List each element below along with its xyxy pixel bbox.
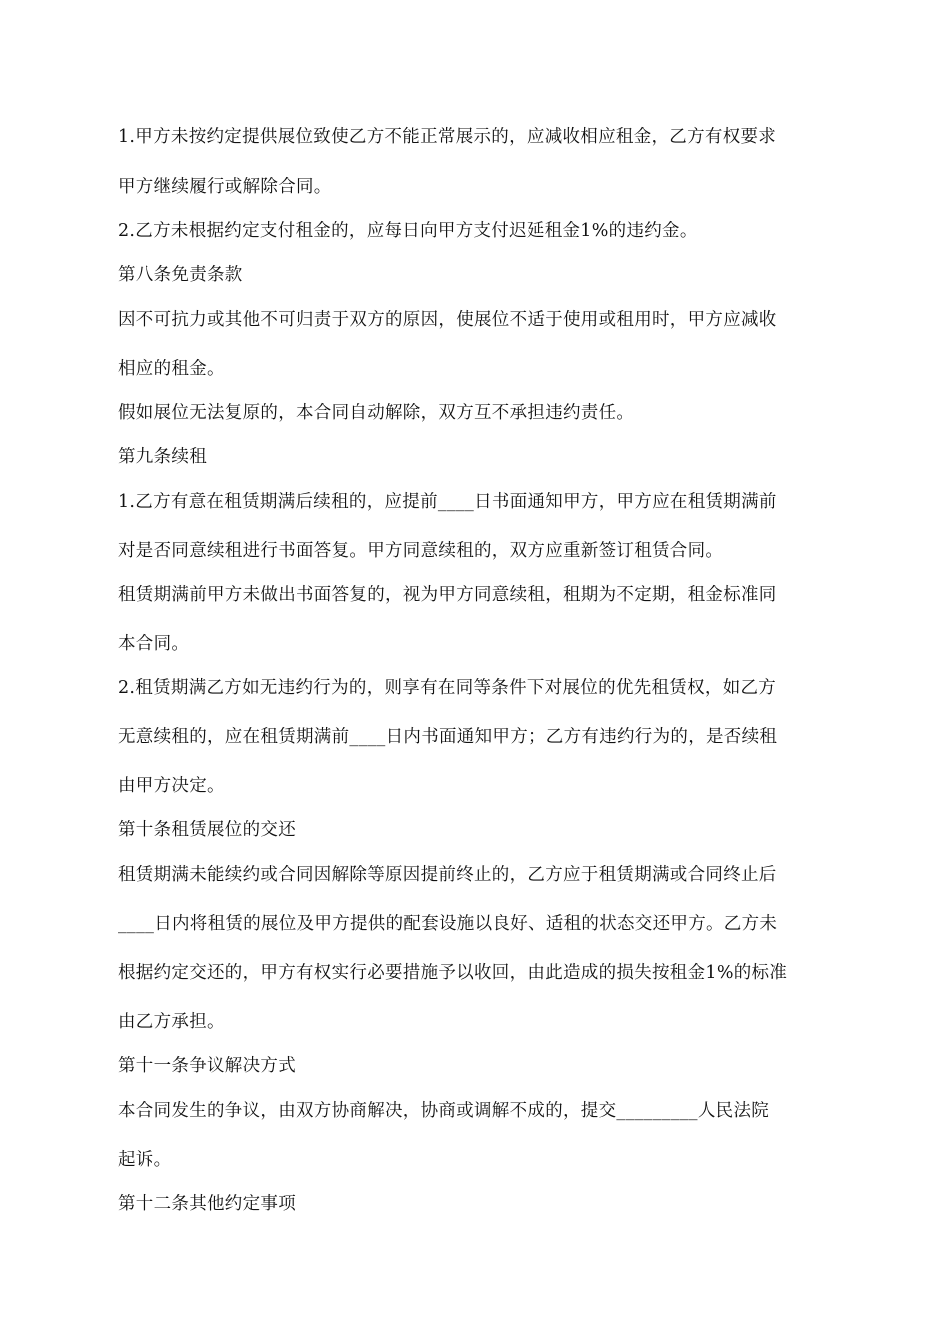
paragraph-line: 1.乙方有意在租赁期满后续租的，应提前____日书面通知甲方，甲方应在租赁期满前 [118,492,777,512]
paragraph-line: 租赁期满前甲方未做出书面答复的，视为甲方同意续租，租期为不定期，租金标准同 [118,585,777,605]
paragraph-line: 因不可抗力或其他不可归责于双方的原因，使展位不适于使用或租用时，甲方应减收 [118,310,777,330]
section-heading: 第十条租赁展位的交还 [118,820,296,840]
section-heading: 第十一条争议解决方式 [118,1056,296,1076]
paragraph-line: 对是否同意续租进行书面答复。甲方同意续租的，双方应重新签订租赁合同。 [118,541,724,561]
section-heading: 第九条续租 [118,447,207,467]
paragraph-line: 本合同发生的争议，由双方协商解决，协商或调解不成的，提交_________人民法院 [118,1101,770,1121]
section-heading: 第十二条其他约定事项 [118,1194,296,1214]
paragraph-line: 根据约定交还的，甲方有权实行必要措施予以收回，由此造成的损失按租金1%的标准 [118,963,788,983]
paragraph-line: 2.乙方未根据约定支付租金的，应每日向甲方支付迟延租金1%的违约金。 [118,221,698,241]
paragraph-line: 由甲方决定。 [118,776,225,796]
paragraph-line: 起诉。 [118,1150,172,1170]
paragraph-line: 无意续租的，应在租赁期满前____日内书面通知甲方；乙方有违约行为的，是否续租 [118,727,778,747]
paragraph-line: 租赁期满未能续约或合同因解除等原因提前终止的，乙方应于租赁期满或合同终止后 [118,865,777,885]
paragraph-line: 1.甲方未按约定提供展位致使乙方不能正常展示的，应减收相应租金，乙方有权要求 [118,127,777,147]
paragraph-line: 相应的租金。 [118,359,225,379]
paragraph-line: 甲方继续履行或解除合同。 [118,177,332,197]
paragraph-line: 由乙方承担。 [118,1012,225,1032]
paragraph-line: 2.租赁期满乙方如无违约行为的，则享有在同等条件下对展位的优先租赁权，如乙方 [118,678,777,698]
paragraph-line: 本合同。 [118,634,190,654]
section-heading: 第八条免责条款 [118,265,243,285]
paragraph-line: 假如展位无法复原的，本合同自动解除，双方互不承担违约责任。 [118,403,635,423]
paragraph-line: ____日内将租赁的展位及甲方提供的配套设施以良好、适租的状态交还甲方。乙方未 [118,914,778,934]
